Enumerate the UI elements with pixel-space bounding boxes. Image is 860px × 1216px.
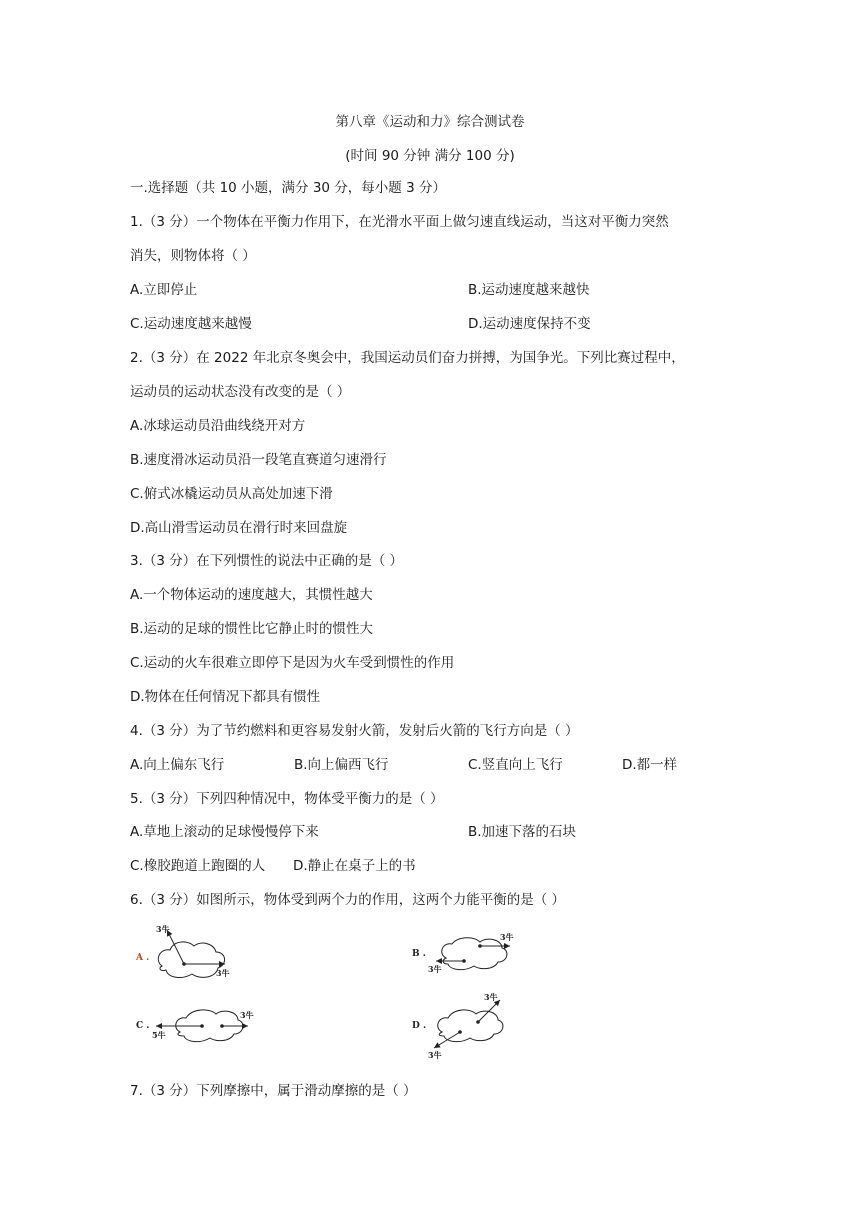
force-point-c1 xyxy=(220,1024,224,1028)
q3-option-c: C.运动的火车很难立即停下是因为火车受到惯性的作用 xyxy=(130,655,455,671)
q2-option-b: B.速度滑冰运动员沿一段笔直赛道匀速滑行 xyxy=(130,452,387,468)
q1-stem-line1: 1.（3 分）一个物体在平衡力作用下，在光滑水平面上做匀速直线运动，当这对平衡力突然 xyxy=(130,214,669,230)
q1-option-c: C.运动速度越来越慢 xyxy=(130,316,252,332)
q3-stem: 3.（3 分）在下列惯性的说法中正确的是（ ） xyxy=(130,553,404,569)
q4-option-d: D.都一样 xyxy=(622,757,678,773)
q3-option-d: D.物体在任何情况下都具有惯性 xyxy=(130,689,321,705)
q3-option-a: A.一个物体运动的速度越大，其惯性越大 xyxy=(130,587,373,603)
cloud-object-a xyxy=(158,942,224,978)
force-label-b2: 3牛 xyxy=(428,964,442,974)
figure-c-label: C . xyxy=(136,1021,150,1031)
force-point-d2 xyxy=(458,1030,462,1034)
q5-option-d: D.静止在桌子上的书 xyxy=(293,858,416,874)
force-label-b1: 3牛 xyxy=(500,932,514,942)
q6-figure-b xyxy=(408,928,528,978)
section-heading: 一.选择题（共 10 小题，满分 30 分，每小题 3 分） xyxy=(130,180,446,196)
force-point-b1 xyxy=(478,944,482,948)
figure-b-label: B . xyxy=(412,949,426,959)
q4-option-b: B.向上偏西飞行 xyxy=(294,757,389,773)
page-subtitle: (时间 90 分钟 满分 100 分) xyxy=(345,148,515,164)
force-label-c2: 5牛 xyxy=(152,1030,166,1040)
q6-stem: 6.（3 分）如图所示，物体受到两个力的作用，这两个力能平衡的是（ ） xyxy=(130,892,566,908)
q4-option-c: C.竖直向上飞行 xyxy=(468,757,563,773)
q7-stem: 7.（3 分）下列摩擦中，属于滑动摩擦的是（ ） xyxy=(130,1083,417,1099)
q6-figure-a xyxy=(130,920,270,990)
q6-figure-c xyxy=(130,1002,270,1048)
q3-option-b: B.运动的足球的惯性比它静止时的惯性大 xyxy=(130,621,374,637)
q5-stem: 5.（3 分）下列四种情况中，物体受平衡力的是（ ） xyxy=(130,791,444,807)
q5-option-a: A.草地上滚动的足球慢慢停下来 xyxy=(130,824,319,840)
q2-option-c: C.俯式冰橇运动员从高处加速下滑 xyxy=(130,486,333,502)
q4-stem: 4.（3 分）为了节约燃料和更容易发射火箭，发射后火箭的飞行方向是（ ） xyxy=(130,723,579,739)
force-point-b2 xyxy=(462,959,466,963)
q2-option-a: A.冰球运动员沿曲线绕开对方 xyxy=(130,418,306,434)
q5-option-b: B.加速下落的石块 xyxy=(468,824,577,840)
q2-option-d: D.高山滑雪运动员在滑行时来回盘旋 xyxy=(130,520,348,536)
force-label-a1: 3牛 xyxy=(156,924,170,934)
q1-stem-line2: 消失，则物体将（ ） xyxy=(130,248,256,264)
q2-stem-line1: 2.（3 分）在 2022 年北京冬奥会中，我国运动员们奋力拼搏，为国争光。下列比赛过程中， xyxy=(130,350,685,366)
q6-figure-d xyxy=(408,988,528,1060)
figure-a-label: A . xyxy=(136,953,150,963)
figure-d-label: D . xyxy=(412,1021,427,1031)
force-arrow-d2 xyxy=(434,1032,460,1048)
cloud-object-d xyxy=(438,1010,503,1042)
q5-option-c: C.橡胶跑道上跑圈的人 xyxy=(130,858,266,874)
force-label-d1: 3牛 xyxy=(484,992,498,1002)
force-arrow-a1 xyxy=(167,930,184,964)
q1-option-b: B.运动速度越来越快 xyxy=(468,282,590,298)
force-label-a2: 3牛 xyxy=(216,968,230,978)
q1-option-a: A.立即停止 xyxy=(130,282,198,298)
q4-option-a: A.向上偏东飞行 xyxy=(130,757,225,773)
force-point-a xyxy=(182,962,186,966)
q1-option-d: D.运动速度保持不变 xyxy=(468,316,591,332)
cloud-object-b xyxy=(442,938,507,970)
force-label-c1: 3牛 xyxy=(240,1010,254,1020)
force-point-c2 xyxy=(200,1024,204,1028)
page-title: 第八章《运动和力》综合测试卷 xyxy=(335,114,525,130)
force-label-d2: 3牛 xyxy=(428,1050,442,1060)
force-point-d1 xyxy=(476,1020,480,1024)
q2-stem-line2: 运动员的运动状态没有改变的是（ ） xyxy=(130,384,351,400)
